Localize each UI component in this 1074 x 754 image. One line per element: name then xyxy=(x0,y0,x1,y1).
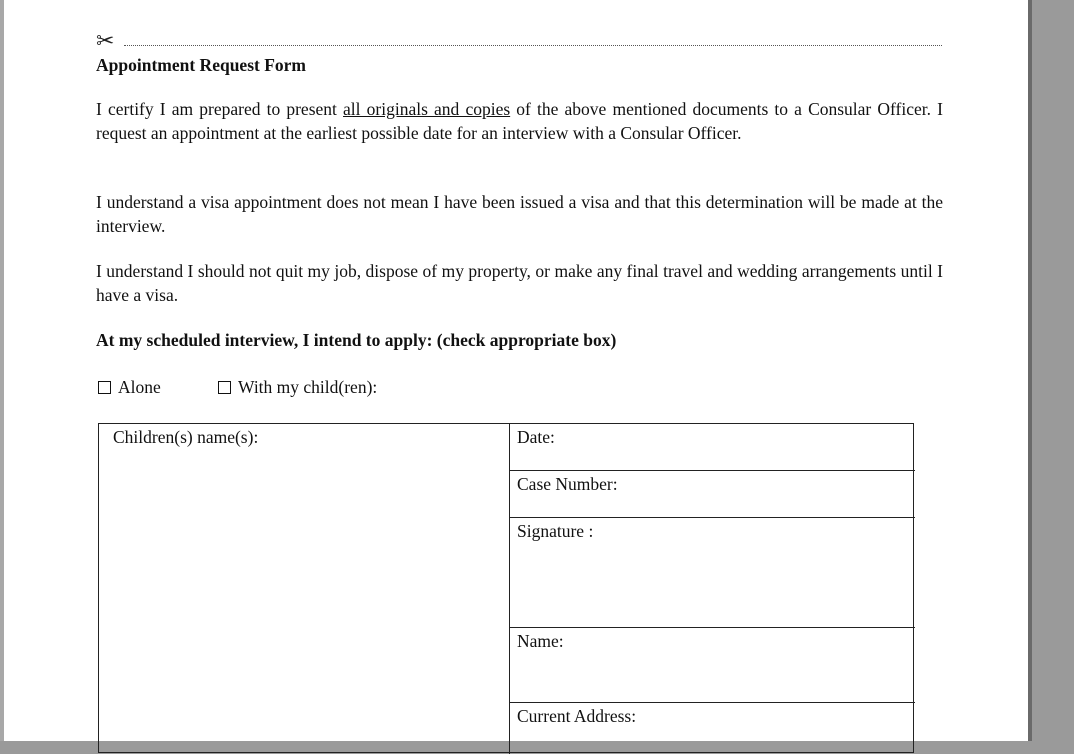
with-children-checkbox[interactable] xyxy=(218,381,231,394)
travel-warning-paragraph: I understand I should not quit my job, dispose of my property, or make any final travel and wedding arrangements until I have a visa. xyxy=(96,261,943,305)
table-divider-vertical xyxy=(509,424,510,754)
option-alone[interactable] xyxy=(98,377,161,398)
originals-and-copies-emphasis: all originals and copies xyxy=(343,99,511,119)
date-field[interactable]: Date: xyxy=(517,427,555,447)
alone-checkbox[interactable] xyxy=(98,381,111,394)
name-field[interactable]: Name: xyxy=(517,631,564,651)
intent-heading: At my scheduled interview, I intend to apply: (check appropriate box) xyxy=(96,330,617,350)
table-divider-after-signature xyxy=(509,627,915,628)
children-names-field[interactable]: Children(s) name(s): xyxy=(113,427,259,447)
certification-paragraph xyxy=(96,98,943,145)
cut-line xyxy=(96,29,942,54)
alone-label: Alone xyxy=(118,377,161,397)
table-divider-after-name xyxy=(509,702,915,703)
form-title: Appointment Request Form xyxy=(96,55,306,75)
dotted-cut-line xyxy=(124,45,942,46)
visa-determination-paragraph: I understand a visa appointment does not mean I have been issued a visa and that this determination will be made at the interview. xyxy=(96,192,943,236)
signature-field[interactable]: Signature : xyxy=(517,521,594,541)
appointment-details-table xyxy=(98,423,914,753)
page-shadow xyxy=(1028,0,1032,741)
current-address-field[interactable]: Current Address: xyxy=(517,706,637,726)
case-number-field[interactable]: Case Number: xyxy=(517,474,618,494)
table-divider-after-case-number xyxy=(509,517,915,518)
option-with-children[interactable] xyxy=(218,377,377,398)
scissors-icon: ✂ xyxy=(96,29,115,54)
certification-text-start: I certify I am prepared to present xyxy=(96,99,344,119)
with-children-label: With my child(ren): xyxy=(238,377,378,397)
table-divider-after-date xyxy=(509,470,915,471)
certification-text-end: of the above mentioned documents to a Consular Officer. I request an appointment at the earliest possible date for an interview with a Consular Officer. xyxy=(96,99,943,143)
